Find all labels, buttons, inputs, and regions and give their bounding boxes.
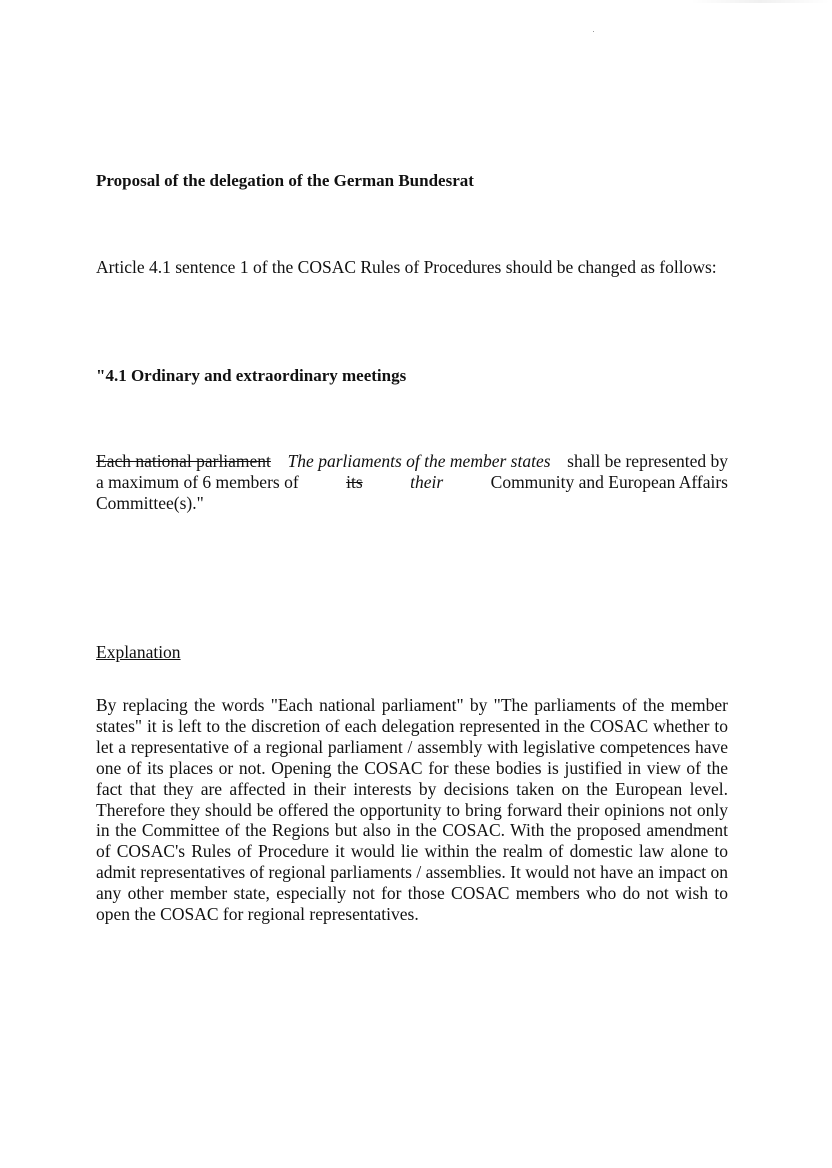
inserted-text: their — [410, 472, 444, 492]
scan-artifact — [690, 0, 830, 3]
amended-rule-line-3 — [96, 493, 728, 514]
intro-paragraph: Article 4.1 sentence 1 of the COSAC Rules of Procedures should be changed as follows: — [96, 257, 717, 277]
amended-rule-line-2 — [96, 472, 728, 493]
inserted-text: The parliaments of the member states — [287, 451, 551, 471]
rule-text: Committee(s)." — [96, 493, 204, 513]
rule-text: shall be represented by — [567, 451, 728, 471]
deleted-text: its — [346, 472, 363, 492]
rule-text: Community and European Affairs — [490, 472, 728, 492]
amended-rule-line-1 — [96, 451, 728, 472]
amended-rule-text — [96, 451, 728, 514]
document-title: Proposal of the delegation of the German Bundesrat — [96, 171, 474, 190]
explanation-paragraph: By replacing the words "Each national parliament" by "The parliaments of the member states" it is left to the discretion of each delegation represented in the COSAC whether to let a representative of a regional parliament / assembly with legislative competences have one of its places or not. Opening the COSAC for these bodies is justified in view of the fact that they are affected in their interests by decisions taken on the European level. Therefore they should be offered the opportunity to bring forward their opinions not only in the Committee of the Regions but also in the COSAC. With the proposed amendment of COSAC's Rules of Procedure it would lie within the realm of domestic law alone to admit representatives of regional parliaments / assemblies. It would not have an impact on any other member state, especially not for those COSAC members who do not wish to open the COSAC for regional representatives. — [96, 695, 728, 925]
scan-speck — [593, 31, 594, 32]
section-heading: "4.1 Ordinary and extraordinary meetings — [96, 366, 407, 385]
rule-text: a maximum of 6 members of — [96, 472, 299, 492]
explanation-heading: Explanation — [96, 642, 181, 662]
deleted-text: Each national parliament — [96, 451, 271, 471]
